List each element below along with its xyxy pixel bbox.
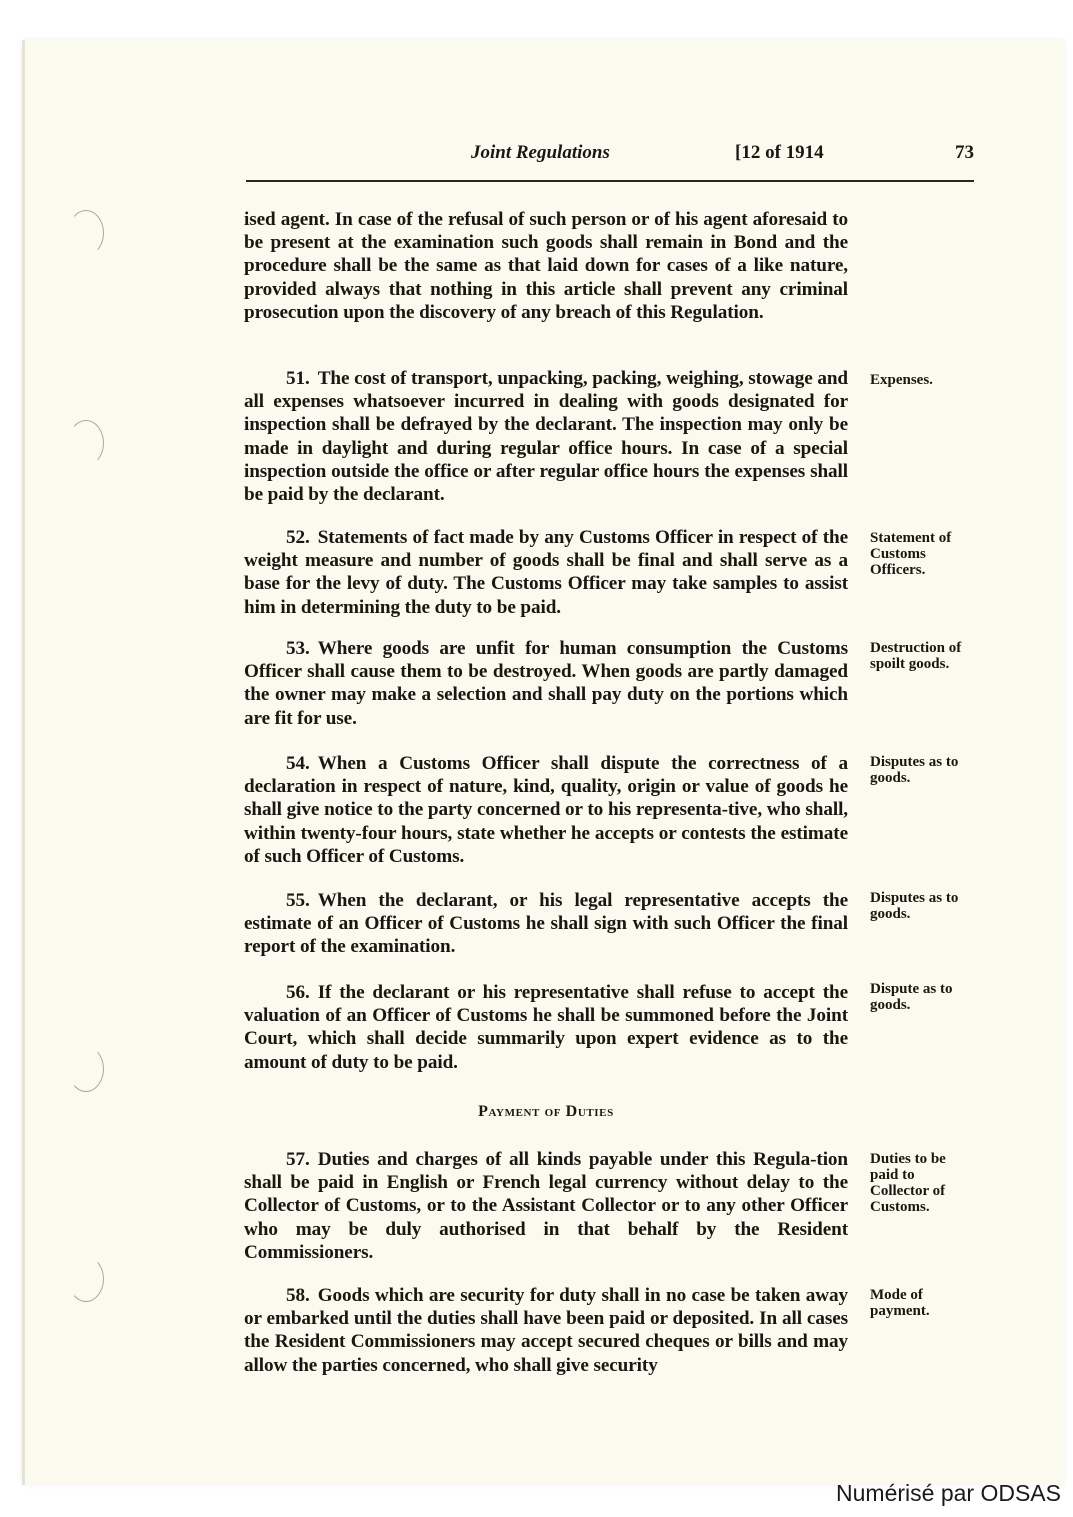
article-text: The cost of transport, unpacking, packing, weighing, stowage and all expenses whatsoever incurred in dealing with goods designated for inspection shall be defrayed by the declarant. The inspection may only be made in daylight and during regular office hours. In case of a special inspection outside the office or after regular office hours the expenses shall be paid by the declarant. <box>244 368 848 506</box>
article-text: When the declarant, or his legal representative accepts the estimate of an Officer of Customs he shall sign with such Officer the final report of the examination. <box>244 890 848 958</box>
header-title: Joint Regulations <box>471 142 610 163</box>
running-header <box>244 142 976 166</box>
punch-hole-1 <box>68 210 104 256</box>
article-57 <box>244 1148 848 1264</box>
margin-note-55: Disputes as to goods. <box>870 890 959 922</box>
article-number: 58. <box>286 1285 310 1306</box>
margin-note-57: Duties to be paid to Collector of Customs. <box>870 1151 946 1215</box>
article-number: 57. <box>286 1149 310 1170</box>
digitization-credit: Numérisé par ODSAS <box>836 1480 1061 1506</box>
article-text: Duties and charges of all kinds payable under this Regula-tion shall be paid in English or French legal currency without delay to the Collector of Customs, or to the Assistant Collector or to any other Officer who may be duly authorised in that behalf by the Resident Commissioners. <box>244 1149 848 1263</box>
article-55 <box>244 889 848 959</box>
article-51 <box>244 367 848 506</box>
article-number: 56. <box>286 982 310 1003</box>
article-text: Statements of fact made by any Customs Officer in respect of the weight measure and number of goods shall be final and shall serve as a base for the levy of duty. The Customs Officer may take samples to assist him in determining the duty to be paid. <box>244 527 848 618</box>
article-53 <box>244 637 848 730</box>
header-rule <box>246 180 974 182</box>
article-number: 51. <box>286 368 310 389</box>
punch-hole-2 <box>68 420 104 466</box>
section-heading: Payment of Duties <box>478 1103 614 1120</box>
article-text: Where goods are unfit for human consumption the Customs Officer shall cause them to be destroyed. When goods are partly damaged the owner may make a selection and shall pay duty on the portions which are fit for use. <box>244 638 848 729</box>
article-text: If the declarant or his representative shall refuse to accept the valuation of an Officer of Customs he shall be summoned before the Joint Court, which shall decide summarily upon expert evidence as to the amount of duty to be paid. <box>244 982 848 1073</box>
margin-note-51: Expenses. <box>870 372 933 388</box>
article-number: 55. <box>286 890 310 911</box>
article-number: 54. <box>286 753 310 774</box>
article-54 <box>244 752 848 868</box>
article-number: 52. <box>286 527 310 548</box>
article-text: When a Customs Officer shall dispute the correctness of a declaration in respect of nature, kind, quality, origin or value of goods he shall give notice to the party concerned or to his representa-tive, who shall, within twenty-four hours, state whether he accepts or contests the estimate of such Officer of Customs. <box>244 753 848 867</box>
article-56 <box>244 981 848 1074</box>
punch-hole-4 <box>68 1256 104 1302</box>
margin-note-52: Statement of Customs Officers. <box>870 530 952 578</box>
header-year: [12 of 1914 <box>735 142 824 163</box>
article-number: 53. <box>286 638 310 659</box>
margin-note-54: Disputes as to goods. <box>870 754 959 786</box>
article-text: Goods which are security for duty shall in no case be taken away or embarked until the duties shall have been paid or deposited. In all cases the Resident Commissioners may accept secured cheques or bills and may allow the parties concerned, who shall give security <box>244 1285 848 1376</box>
margin-note-56: Dispute as to goods. <box>870 981 953 1013</box>
margin-note-58: Mode of payment. <box>870 1287 930 1319</box>
punch-hole-3 <box>68 1046 104 1092</box>
page-number: 73 <box>955 142 974 163</box>
article-58 <box>244 1284 848 1377</box>
continuation-paragraph: ised agent. In case of the refusal of such person or of his agent aforesaid to be present at the examination such goods shall remain in Bond and the procedure shall be the same as that laid down for cases of a like nature, provided always that nothing in this article shall prevent any criminal prosecution upon the discovery of any breach of this Regulation. <box>244 209 848 323</box>
margin-note-53: Destruction of spoilt goods. <box>870 640 962 672</box>
article-52 <box>244 526 848 619</box>
page-edge <box>22 40 25 1485</box>
